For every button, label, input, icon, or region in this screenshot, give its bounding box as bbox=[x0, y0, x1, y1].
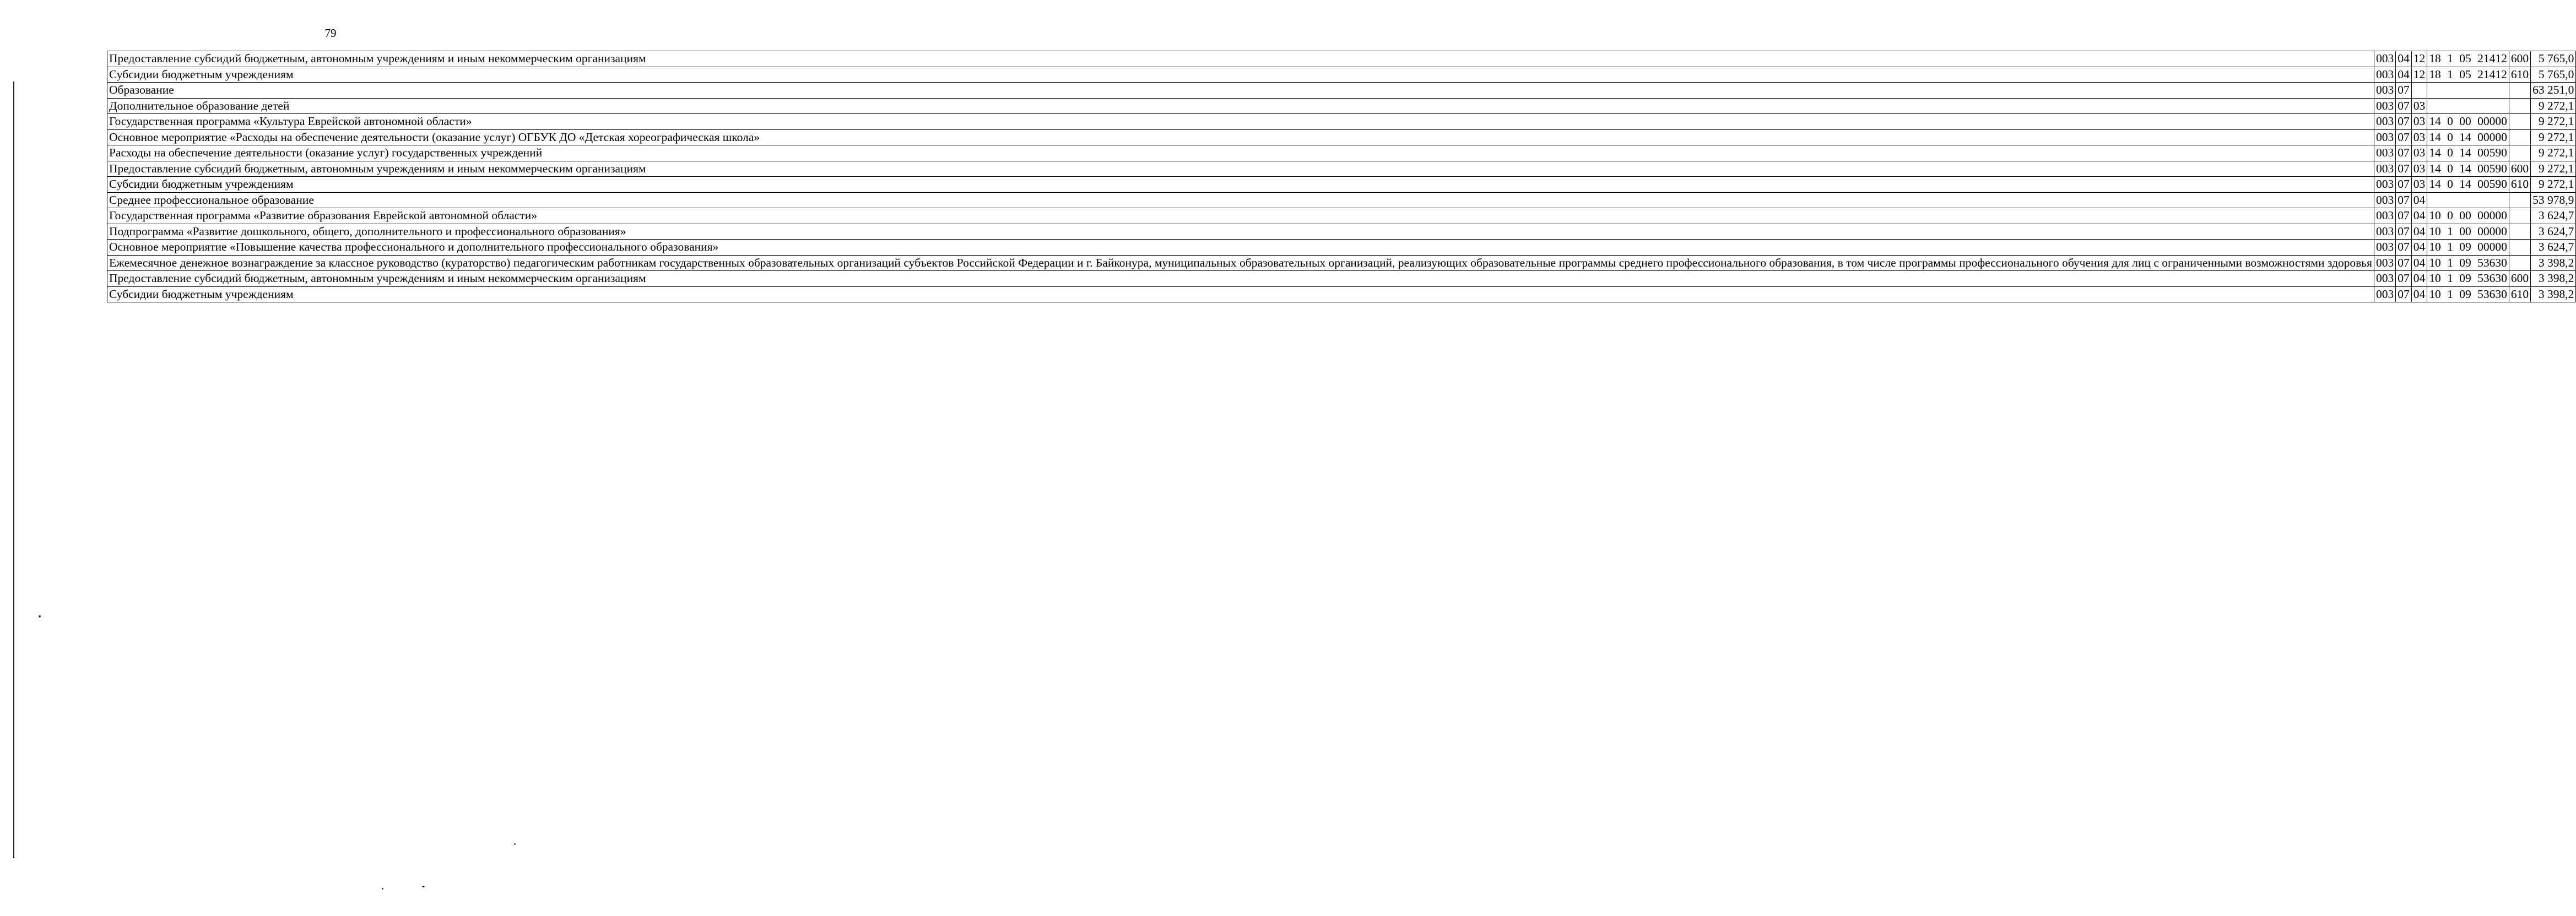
grbs-code: 003 bbox=[2374, 114, 2396, 130]
expense-type-code bbox=[2509, 192, 2530, 208]
target-article-code: 10 1 09 53630 bbox=[2427, 286, 2509, 302]
item-name: Расходы на обеспечение деятельности (оказание услуг) государственных учреждений bbox=[107, 145, 2374, 161]
grbs-code: 003 bbox=[2374, 67, 2396, 83]
section-code: 07 bbox=[2396, 208, 2412, 224]
expense-type-code bbox=[2509, 114, 2530, 130]
subsection-code: 04 bbox=[2411, 271, 2427, 287]
table-row bbox=[107, 208, 2576, 224]
table-row bbox=[107, 67, 2576, 83]
item-name: Подпрограмма «Развитие дошкольного, общего, дополнительного и профессионального образования» bbox=[107, 224, 2374, 240]
table-row bbox=[107, 114, 2576, 130]
item-name: Субсидии бюджетным учреждениям bbox=[107, 67, 2374, 83]
subsection-code: 03 bbox=[2411, 177, 2427, 193]
subsection-code: 03 bbox=[2411, 161, 2427, 177]
target-article-code: 18 1 05 21412 bbox=[2427, 67, 2509, 83]
target-article-code: 10 1 09 53630 bbox=[2427, 271, 2509, 287]
grbs-code: 003 bbox=[2374, 129, 2396, 145]
section-code: 04 bbox=[2396, 51, 2412, 67]
amount: 5 765,0 bbox=[2531, 67, 2576, 83]
item-name: Субсидии бюджетным учреждениям bbox=[107, 286, 2374, 302]
table-row bbox=[107, 161, 2576, 177]
expense-type-code: 600 bbox=[2509, 161, 2530, 177]
subsection-code: 04 bbox=[2411, 192, 2427, 208]
subsection-code: 03 bbox=[2411, 145, 2427, 161]
target-article-code bbox=[2427, 192, 2509, 208]
grbs-code: 003 bbox=[2374, 177, 2396, 193]
expense-type-code bbox=[2509, 83, 2530, 99]
expense-type-code: 600 bbox=[2509, 51, 2530, 67]
item-name: Среднее профессиональное образование bbox=[107, 192, 2374, 208]
section-code: 07 bbox=[2396, 271, 2412, 287]
subsection-code: 04 bbox=[2411, 286, 2427, 302]
expense-type-code bbox=[2509, 240, 2530, 256]
table-row bbox=[107, 145, 2576, 161]
scan-speck bbox=[382, 888, 383, 890]
item-name: Предоставление субсидий бюджетным, автономным учреждениям и иным некоммерческим организациям bbox=[107, 51, 2374, 67]
amount: 9 272,1 bbox=[2531, 145, 2576, 161]
section-code: 07 bbox=[2396, 145, 2412, 161]
grbs-code: 003 bbox=[2374, 286, 2396, 302]
grbs-code: 003 bbox=[2374, 224, 2396, 240]
section-code: 07 bbox=[2396, 255, 2412, 271]
item-name: Ежемесячное денежное вознаграждение за классное руководство (кураторство) педагогическим работникам государственных образовательных организаций субъектов Российской Федерации и г. Байконура, муниципальных образовательных организаций, реализующих образовательные программы среднего профессионального образования, в том числе программы профессионального обучения для лиц с ограниченными возможностями здоровья bbox=[107, 255, 2374, 271]
section-code: 07 bbox=[2396, 286, 2412, 302]
section-code: 07 bbox=[2396, 83, 2412, 99]
expense-type-code: 610 bbox=[2509, 286, 2530, 302]
amount: 3 398,2 bbox=[2531, 286, 2576, 302]
expense-type-code bbox=[2509, 98, 2530, 114]
amount: 3 398,2 bbox=[2531, 255, 2576, 271]
item-name: Государственная программа «Развитие образования Еврейской автономной области» bbox=[107, 208, 2374, 224]
section-code: 07 bbox=[2396, 240, 2412, 256]
target-article-code bbox=[2427, 98, 2509, 114]
table-row bbox=[107, 177, 2576, 193]
target-article-code: 14 0 14 00590 bbox=[2427, 177, 2509, 193]
item-name: Предоставление субсидий бюджетным, автономным учреждениям и иным некоммерческим организациям bbox=[107, 161, 2374, 177]
target-article-code: 10 1 09 53630 bbox=[2427, 255, 2509, 271]
table-row bbox=[107, 286, 2576, 302]
subsection-code: 03 bbox=[2411, 129, 2427, 145]
table-row bbox=[107, 224, 2576, 240]
subsection-code: 03 bbox=[2411, 114, 2427, 130]
section-code: 07 bbox=[2396, 224, 2412, 240]
subsection-code: 04 bbox=[2411, 224, 2427, 240]
budget-table-body bbox=[107, 51, 2576, 302]
item-name: Основное мероприятие «Повышение качества профессионального и дополнительного профессионального образования» bbox=[107, 240, 2374, 256]
amount: 5 765,0 bbox=[2531, 51, 2576, 67]
item-name: Образование bbox=[107, 83, 2374, 99]
expense-type-code bbox=[2509, 208, 2530, 224]
table-row bbox=[107, 83, 2576, 99]
amount: 9 272,1 bbox=[2531, 129, 2576, 145]
scan-speck bbox=[422, 886, 425, 887]
grbs-code: 003 bbox=[2374, 208, 2396, 224]
scan-speck bbox=[514, 843, 516, 845]
expense-type-code bbox=[2509, 224, 2530, 240]
table-row bbox=[107, 192, 2576, 208]
amount: 63 251,0 bbox=[2531, 83, 2576, 99]
target-article-code: 10 0 00 00000 bbox=[2427, 208, 2509, 224]
grbs-code: 003 bbox=[2374, 51, 2396, 67]
grbs-code: 003 bbox=[2374, 161, 2396, 177]
grbs-code: 003 bbox=[2374, 145, 2396, 161]
scan-speck bbox=[39, 615, 41, 617]
table-row bbox=[107, 240, 2576, 256]
section-code: 07 bbox=[2396, 98, 2412, 114]
grbs-code: 003 bbox=[2374, 83, 2396, 99]
section-code: 07 bbox=[2396, 114, 2412, 130]
amount: 3 624,7 bbox=[2531, 224, 2576, 240]
section-code: 04 bbox=[2396, 67, 2412, 83]
expense-type-code bbox=[2509, 145, 2530, 161]
amount: 53 978,9 bbox=[2531, 192, 2576, 208]
target-article-code: 18 1 05 21412 bbox=[2427, 51, 2509, 67]
amount: 9 272,1 bbox=[2531, 177, 2576, 193]
target-article-code: 14 0 14 00590 bbox=[2427, 161, 2509, 177]
subsection-code: 03 bbox=[2411, 98, 2427, 114]
table-row bbox=[107, 255, 2576, 271]
table-row bbox=[107, 98, 2576, 114]
target-article-code: 14 0 00 00000 bbox=[2427, 114, 2509, 130]
page-number: 79 bbox=[324, 26, 337, 40]
table-row bbox=[107, 271, 2576, 287]
expense-type-code: 610 bbox=[2509, 67, 2530, 83]
expense-type-code: 600 bbox=[2509, 271, 2530, 287]
subsection-code: 04 bbox=[2411, 208, 2427, 224]
target-article-code: 14 0 14 00590 bbox=[2427, 145, 2509, 161]
subsection-code: 04 bbox=[2411, 240, 2427, 256]
amount: 3 624,7 bbox=[2531, 240, 2576, 256]
expense-type-code bbox=[2509, 129, 2530, 145]
grbs-code: 003 bbox=[2374, 192, 2396, 208]
grbs-code: 003 bbox=[2374, 255, 2396, 271]
section-code: 07 bbox=[2396, 129, 2412, 145]
amount: 9 272,1 bbox=[2531, 161, 2576, 177]
section-code: 07 bbox=[2396, 192, 2412, 208]
expense-type-code bbox=[2509, 255, 2530, 271]
grbs-code: 003 bbox=[2374, 271, 2396, 287]
section-code: 07 bbox=[2396, 161, 2412, 177]
item-name: Предоставление субсидий бюджетным, автономным учреждениям и иным некоммерческим организациям bbox=[107, 271, 2374, 287]
grbs-code: 003 bbox=[2374, 98, 2396, 114]
amount: 9 272,1 bbox=[2531, 98, 2576, 114]
expense-type-code: 610 bbox=[2509, 177, 2530, 193]
table-row bbox=[107, 51, 2576, 67]
subsection-code: 12 bbox=[2411, 67, 2427, 83]
section-code: 07 bbox=[2396, 177, 2412, 193]
target-article-code: 14 0 14 00000 bbox=[2427, 129, 2509, 145]
amount: 3 398,2 bbox=[2531, 271, 2576, 287]
table-row bbox=[107, 129, 2576, 145]
item-name: Субсидии бюджетным учреждениям bbox=[107, 177, 2374, 193]
item-name: Дополнительное образование детей bbox=[107, 98, 2374, 114]
subsection-code: 04 bbox=[2411, 255, 2427, 271]
budget-table bbox=[107, 51, 2576, 302]
amount: 9 272,1 bbox=[2531, 114, 2576, 130]
item-name: Основное мероприятие «Расходы на обеспечение деятельности (оказание услуг) ОГБУК ДО «Детская хореографическая школа» bbox=[107, 129, 2374, 145]
target-article-code bbox=[2427, 83, 2509, 99]
target-article-code: 10 1 00 00000 bbox=[2427, 224, 2509, 240]
scan-margin-line bbox=[13, 82, 14, 858]
amount: 3 624,7 bbox=[2531, 208, 2576, 224]
subsection-code bbox=[2411, 83, 2427, 99]
item-name: Государственная программа «Культура Еврейской автономной области» bbox=[107, 114, 2374, 130]
target-article-code: 10 1 09 00000 bbox=[2427, 240, 2509, 256]
grbs-code: 003 bbox=[2374, 240, 2396, 256]
subsection-code: 12 bbox=[2411, 51, 2427, 67]
